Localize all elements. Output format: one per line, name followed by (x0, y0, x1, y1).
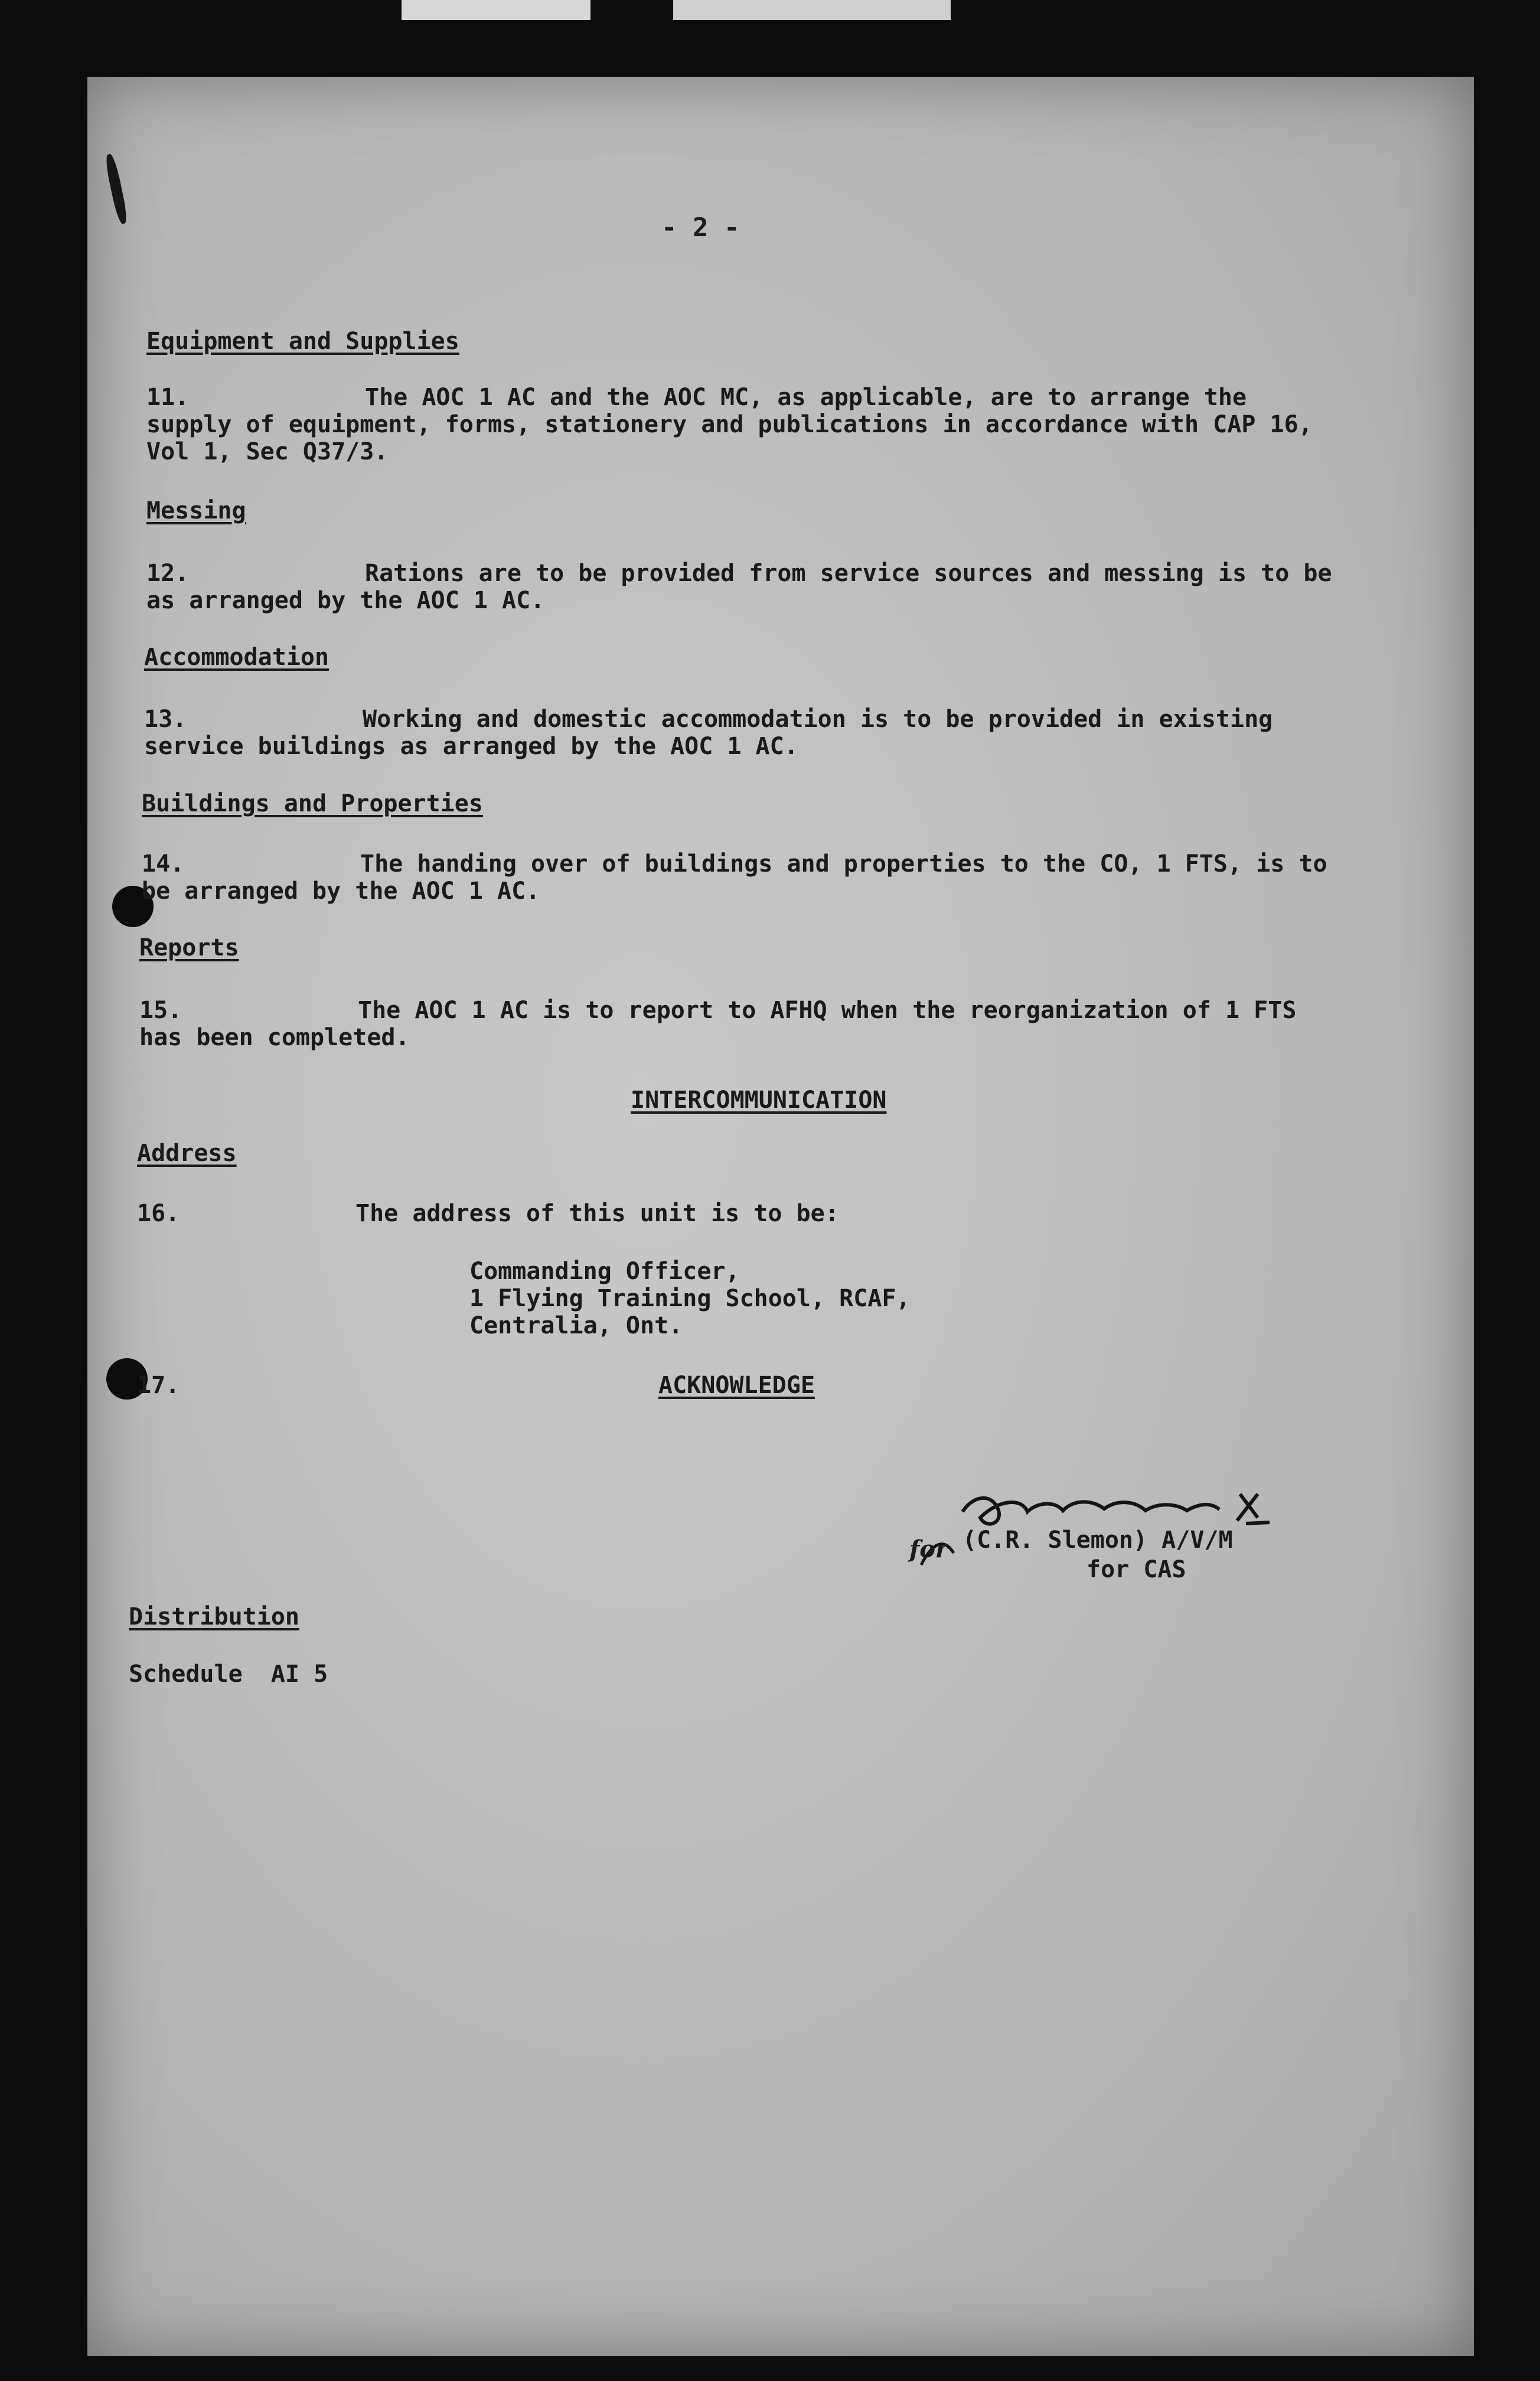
paragraph-line: Working and domestic accommodation is to be provided in existing (363, 706, 1273, 733)
paragraph-16 (137, 1200, 1365, 1227)
intercommunication-title: INTERCOMMUNICATION (631, 1087, 887, 1114)
paragraph-number: 14. (142, 850, 185, 878)
signatory-role: for CAS (1087, 1556, 1186, 1583)
paragraph-12 (146, 560, 1375, 614)
paragraph-number: 17. (137, 1372, 180, 1399)
film-tab-right (673, 0, 951, 20)
paragraph-15 (139, 997, 1368, 1051)
paragraph-number: 16. (137, 1200, 180, 1227)
heading-reports: Reports (139, 934, 239, 961)
paragraph-11 (146, 384, 1375, 465)
paragraph-line: The AOC 1 AC and the AOC MC, as applicable, are to arrange the (365, 384, 1247, 411)
paragraph-number: 12. (146, 560, 190, 587)
paragraph-line: be arranged by the AOC 1 AC. (142, 878, 540, 905)
paragraph-number: 13. (144, 706, 187, 733)
heading-accommodation: Accommodation (144, 644, 329, 671)
paragraph-number: 11. (146, 384, 190, 411)
acknowledge-title: ACKNOWLEDGE (658, 1372, 815, 1399)
paragraph-line: supply of equipment, forms, stationery and publications in accordance with CAP 16, (146, 411, 1313, 438)
page-number: - 2 - (661, 213, 740, 243)
paragraph-line: as arranged by the AOC 1 AC. (146, 587, 545, 614)
unit-address (469, 1258, 911, 1339)
paragraph-line: Rations are to be provided from service sources and messing is to be (365, 560, 1332, 587)
paragraph-13 (144, 706, 1372, 760)
paragraph-line: The AOC 1 AC is to report to AFHQ when the reorganization of 1 FTS (358, 997, 1297, 1024)
paragraph-line: service buildings as arranged by the AOC 1 AC. (144, 733, 798, 760)
address-line: 1 Flying Training School, RCAF, (469, 1285, 911, 1312)
heading-buildings-properties: Buildings and Properties (142, 790, 483, 817)
film-tab-left (402, 0, 590, 20)
address-line: Centralia, Ont. (469, 1312, 683, 1339)
edge-mark (104, 153, 129, 224)
paragraph-number: 15. (139, 997, 182, 1024)
paragraph-14 (142, 850, 1370, 905)
paragraph-line: The address of this unit is to be: (355, 1200, 839, 1227)
address-line: Commanding Officer, (469, 1258, 740, 1285)
heading-equipment-supplies: Equipment and Supplies (146, 328, 459, 355)
signatory-name: (C.R. Slemon) A/V/M (962, 1527, 1233, 1554)
paragraph-line: The handing over of buildings and properties to the CO, 1 FTS, is to (360, 850, 1327, 878)
signature-prefix: for (909, 1535, 948, 1563)
paragraph-line: has been completed. (139, 1024, 410, 1051)
heading-distribution: Distribution (129, 1603, 299, 1630)
heading-messing: Messing (146, 497, 246, 524)
heading-address: Address (137, 1140, 237, 1167)
distribution-schedule: Schedule AI 5 (129, 1661, 328, 1688)
paragraph-line: Vol 1, Sec Q37/3. (146, 438, 389, 465)
